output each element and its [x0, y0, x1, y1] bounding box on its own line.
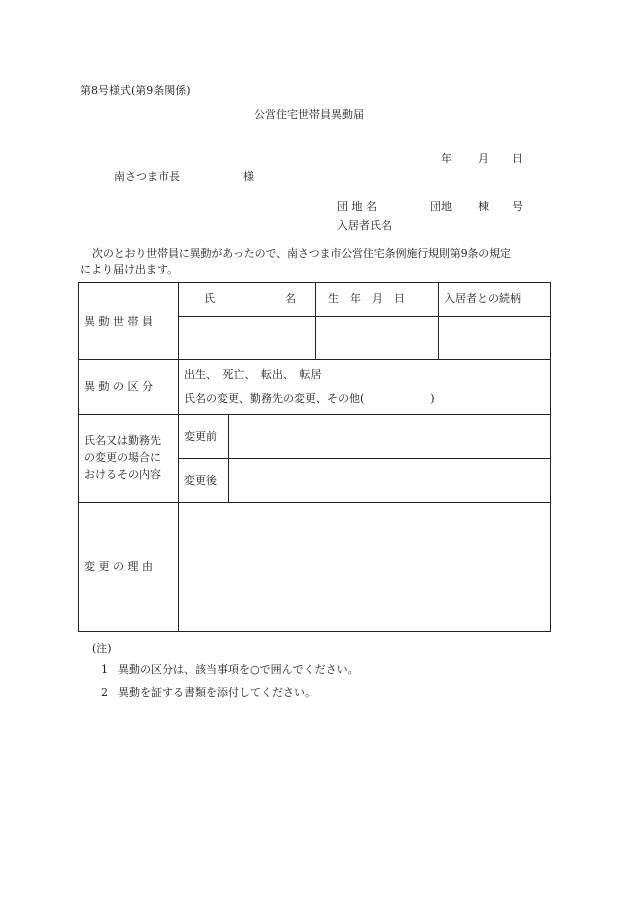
addressee-honorific: 様	[243, 170, 254, 183]
row-label-content-2: の変更の場合に	[84, 451, 161, 464]
change-types-line-1: 出生、 死亡、 転出、 転居	[184, 368, 322, 381]
note-2-text: 異動を証する書類を添付してください。	[118, 686, 316, 699]
note-1-number: 1	[101, 663, 108, 676]
table-label-divider	[178, 282, 179, 632]
addressee-name: 南さつま市長	[114, 170, 180, 183]
row-label-change-type: 異 動 の 区 分	[84, 380, 153, 393]
col-relation: 入居者との続柄	[444, 292, 521, 305]
col-name-a: 氏	[204, 292, 215, 305]
after-label: 変更後	[184, 474, 217, 487]
note-1-text: 異動の区分は、該当事項を○で囲んでください。	[118, 663, 359, 676]
row-label-members: 異 動 世 帯 員	[84, 315, 153, 328]
resident-name-label: 入居者氏名	[337, 219, 392, 232]
date-month: 月	[478, 152, 489, 165]
before-after-divider	[178, 458, 551, 459]
intro-line-1: 次のとおり世帯員に異動があったので、南さつま市公営住宅条例施行規則第9条の規定	[92, 247, 511, 260]
notes-heading: (注)	[92, 642, 112, 655]
col-name-b: 名	[285, 292, 296, 305]
row1-bottom	[78, 359, 551, 360]
birth-relation-divider	[438, 282, 439, 359]
building-label: 棟	[478, 200, 489, 213]
before-label: 変更前	[184, 430, 217, 443]
form-number: 第8号様式(第9条関係)	[80, 84, 191, 97]
complex-value: 団地	[430, 200, 452, 213]
row2-bottom	[78, 414, 551, 415]
name-birth-divider	[315, 282, 316, 359]
row-label-content-3: おけるその内容	[84, 468, 161, 481]
table-border-bottom	[78, 631, 551, 632]
table-border-right	[550, 282, 551, 632]
row3-bottom	[78, 502, 551, 503]
date-year: 年	[441, 152, 452, 165]
col-birthdate: 生 年 月 日	[328, 292, 405, 305]
row-label-reason: 変 更 の 理 由	[84, 560, 153, 573]
row-label-content-1: 氏名又は勤務先	[84, 434, 161, 447]
form-title: 公営住宅世帯員異動届	[254, 108, 364, 121]
complex-label: 団 地 名	[337, 200, 377, 213]
unit-label: 号	[512, 200, 523, 213]
table-border-left	[78, 282, 79, 632]
before-after-label-divider	[228, 414, 229, 502]
note-2-number: 2	[101, 686, 108, 699]
date-day: 日	[512, 152, 523, 165]
change-types-line-2: 氏名の変更、勤務先の変更、その他( )	[184, 392, 435, 405]
header-divider	[178, 316, 551, 317]
intro-line-2: により届け出ます。	[80, 263, 179, 276]
